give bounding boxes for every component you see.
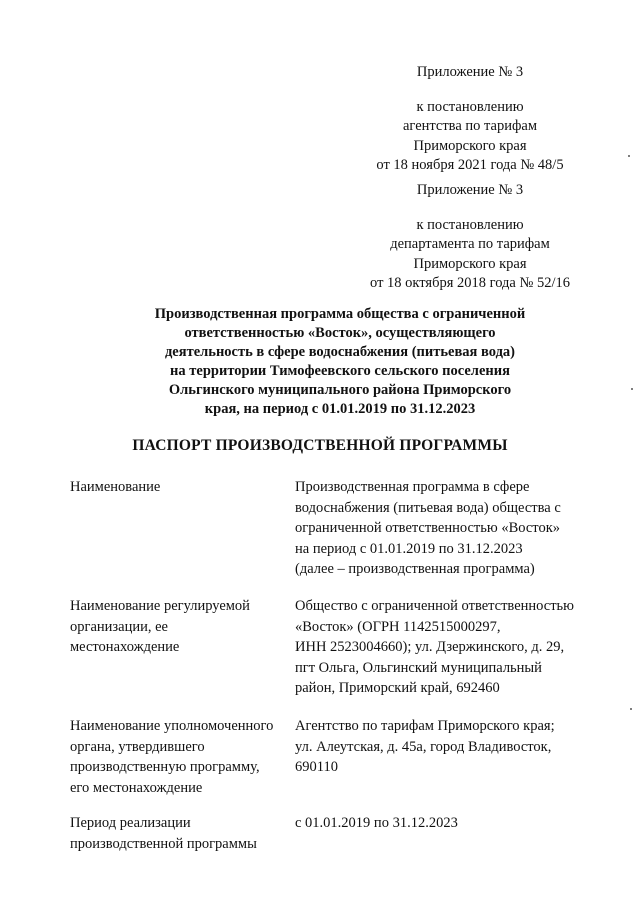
- row-label-line: организации, ее: [70, 618, 168, 635]
- program-title-line: края, на период с 01.01.2019 по 31.12.2023: [204, 401, 476, 417]
- row-label: [70, 477, 280, 498]
- appendix-line: департамента по тарифам: [390, 236, 550, 252]
- appendix-line: агентства по тарифам: [403, 118, 537, 134]
- program-title: [130, 305, 550, 419]
- row-label-line: Наименование регулируемой: [70, 598, 250, 614]
- row-value-line: (далее – производственная программа): [295, 561, 535, 577]
- row-label: [70, 596, 280, 658]
- row-value-line: ИНН 2523004660); ул. Дзержинского, д. 29,: [295, 639, 565, 655]
- row-value-line: пгт Ольга, Ольгинский муниципальный: [295, 659, 542, 676]
- row-value: [295, 813, 615, 834]
- row-label-line: Период реализации: [70, 815, 191, 831]
- row-label: [70, 813, 280, 854]
- scan-speck: [628, 155, 630, 157]
- program-title-line: Производственная программа общества с ограниченной: [154, 306, 526, 322]
- passport-heading: ПАСПОРТ ПРОИЗВОДСТВЕННОЙ ПРОГРАММЫ: [132, 437, 508, 454]
- appendix-line: к постановлению: [416, 216, 524, 233]
- appendix-title: Приложение № 3: [416, 64, 524, 80]
- appendix-line: от 18 ноября 2021 года № 48/5: [376, 157, 564, 173]
- row-value-line: Общество с ограниченной ответственностью: [295, 598, 574, 614]
- appendix-title: Приложение № 3: [416, 182, 524, 198]
- row-label-line: производственную программу,: [70, 759, 260, 775]
- row-value: [295, 477, 615, 580]
- row-label-line: органа, утвердившего: [70, 738, 205, 755]
- row-label-line: его местонахождение: [70, 779, 203, 796]
- appendix-block-2021: [340, 63, 600, 176]
- appendix-line: Приморского края: [413, 137, 527, 154]
- appendix-line: к постановлению: [416, 98, 524, 115]
- row-label-line: местонахождение: [70, 639, 180, 655]
- row-value-line: с 01.01.2019 по 31.12.2023: [295, 815, 458, 831]
- row-value-line: «Восток» (ОГРН 1142515000297,: [295, 618, 501, 635]
- program-title-line: деятельность в сфере водоснабжения (питьевая вода): [164, 344, 516, 360]
- row-value-line: район, Приморский край, 692460: [295, 680, 500, 696]
- row-value-line: 690110: [295, 759, 338, 775]
- row-label-line: производственной программы: [70, 835, 257, 852]
- program-title-line: Ольгинского муниципального района Приморского: [168, 382, 512, 398]
- row-label-line: Наименование уполномоченного: [70, 718, 274, 734]
- row-value: [295, 716, 615, 778]
- program-title-line: на территории Тимофеевского сельского поселения: [170, 363, 510, 379]
- appendix-line: Приморского края: [413, 255, 527, 272]
- row-value-line: на период с 01.01.2019 по 31.12.2023: [295, 540, 523, 557]
- appendix-line: от 18 октября 2018 года № 52/16: [370, 275, 570, 291]
- scan-speck: [630, 708, 632, 710]
- row-value: [295, 596, 615, 699]
- row-label: [70, 716, 280, 798]
- scan-speck: [631, 388, 633, 390]
- row-value-line: водоснабжения (питьевая вода) общества с: [295, 499, 561, 516]
- program-title-line: ответственностью «Восток», осуществляющего: [184, 325, 496, 341]
- row-value-line: Агентство по тарифам Приморского края;: [295, 718, 555, 734]
- row-label-line: Наименование: [70, 479, 161, 495]
- appendix-block-2018: [340, 181, 600, 294]
- row-value-line: ул. Алеутская, д. 45а, город Владивосток,: [295, 738, 552, 755]
- row-value-line: ограниченной ответственностью «Восток»: [295, 520, 560, 536]
- row-value-line: Производственная программа в сфере: [295, 479, 530, 495]
